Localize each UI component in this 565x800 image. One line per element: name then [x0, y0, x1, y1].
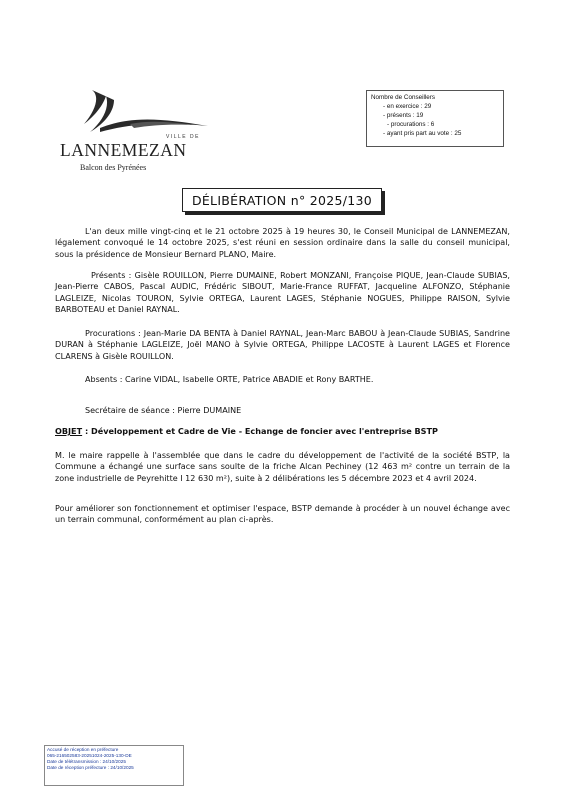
- secretaire-paragraph: Secrétaire de séance : Pierre DUMAINE: [85, 406, 242, 415]
- town-logo: [58, 88, 218, 183]
- count-votants: - ayant pris part au vote : 25: [383, 130, 462, 137]
- objet-label: OBJET: [55, 426, 83, 436]
- council-count-box: [366, 90, 504, 147]
- presents-paragraph: Présents : Gisèle ROUILLON, Pierre DUMAINE, Robert MONZANI, Françoise PIQUE, Jean-Claude SUBIAS, Jean-Pierre CABOS, Pascal AUDIC, Frédéric SIBOUT, Marie-France RUFFAT, Jacqueline ALFONZO, Stéphanie LAGLEIZE, Nicolas TOURON, Sylvie ORTEGA, Laurent LAGES, Stéphanie NOGUES, Philippe RAISON, Sylvie BARBOTEAU et Daniel RAYNAL.: [55, 271, 510, 314]
- deliberation-title: DÉLIBÉRATION n° 2025/130: [191, 192, 373, 208]
- stamp-line-3: Date de télétransmission : 24/10/2025: [47, 759, 126, 765]
- absents-paragraph: Absents : Carine VIDAL, Isabelle ORTE, Patrice ABADIE et Rony BARTHE.: [85, 375, 374, 384]
- objet-line: [55, 426, 438, 436]
- prefecture-receipt-stamp: [44, 745, 184, 786]
- logo-town-name: LANNEMEZAN: [60, 140, 187, 160]
- rappel-paragraph: M. le maire rappelle à l'assemblée que dans le cadre du développement de l'activité de la société BSTP, la Commune a échangé une surface sans soulte de la friche Alcan Pechiney (12 463 m² contre un terrain de la zone industrielle de Peyrehitte I 12 630 m²), suite à 2 délibérations les 5 décembre 2023 et 4 avril 2024.: [55, 451, 510, 483]
- objet-text: : Développement et Cadre de Vie - Echange de foncier avec l'entreprise BSTP: [82, 426, 438, 436]
- stamp-line-2: 065-216502583-20251024-2025-130-DE: [47, 753, 132, 759]
- logo-subtitle: Balcon des Pyrénées: [80, 163, 147, 172]
- stamp-line-1: Accusé de réception en préfecture: [47, 747, 119, 752]
- mountain-logo-icon: [70, 88, 210, 138]
- ameliorer-paragraph: Pour améliorer son fonctionnement et optimiser l'espace, BSTP demande à procéder à un nouvel échange avec un terrain communal, conformément au plan ci-après.: [55, 504, 510, 525]
- count-procurations: - procurations : 6: [387, 121, 435, 128]
- count-heading: Nombre de Conseillers: [371, 94, 436, 101]
- logo-ville-text: VILLE DE: [166, 134, 200, 140]
- intro-paragraph: L'an deux mille vingt-cinq et le 21 octobre 2025 à 19 heures 30, le Conseil Municipal de LANNEMEZAN, légalement convoqué le 14 octobre 2025, s'est réuni en session ordinaire dans la salle du conseil municipal, sous la présidence de Monsieur Bernard PLANO, Maire.: [55, 227, 510, 259]
- procurations-paragraph: Procurations : Jean-Marie DA BENTA à Daniel RAYNAL, Jean-Marc BABOU à Jean-Claude SUBIAS, Sandrine DURAN à Stéphanie LAGLEIZE, Joël MANO à Sylvie ORTEGA, Philippe LACOSTE à Laurent LAGES et Florence CLARENS à Gisèle ROUILLON.: [55, 329, 510, 361]
- count-en-exercice: - en exercice : 29: [383, 103, 432, 110]
- count-presents: - présents : 19: [383, 112, 424, 119]
- deliberation-title-box: [182, 188, 382, 212]
- stamp-line-4: Date de réception préfecture : 24/10/2025: [47, 765, 134, 771]
